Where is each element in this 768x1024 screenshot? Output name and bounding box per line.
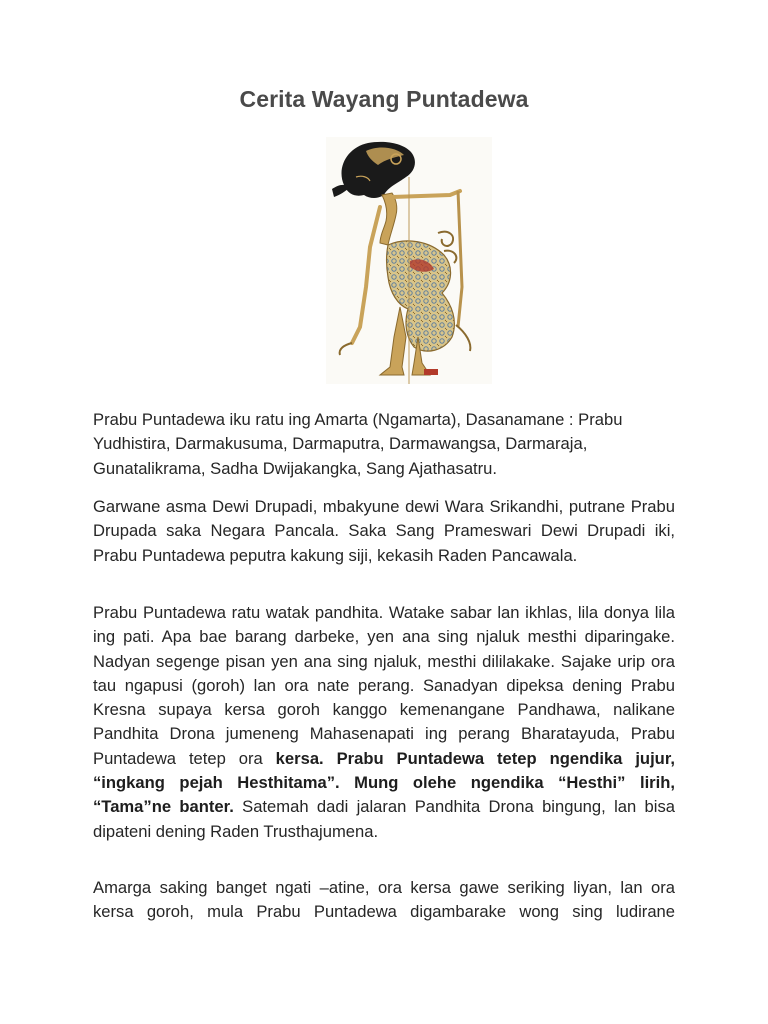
paragraph-3 [93,601,675,844]
paragraph-4: Amarga saking banget ngati –atine, ora kersa gawe seriking liyan, lan ora kersa goroh, mula Prabu Puntadewa digambarake wong sing ludirane [93,878,675,922]
document-title: Cerita Wayang Puntadewa [239,86,529,112]
paragraph-3-text-b: Satemah dadi jalaran Pandhita Drona bingung, lan bisa dipateni dening Raden Trusthajumena. [93,797,675,841]
paragraph-3-text-a: Prabu Puntadewa ratu watak pandhita. Watake sabar lan ikhlas, lila donya lila ing pati. Apa bae barang darbeke, yen ana sing njaluk mesthi diparingake. Nadyan segenge pisan yen ana sing njaluk, mesthi dililakake. Sajake urip ora tau ngapusi (goroh) lan ora nate perang. Sanadyan dipeksa dening Prabu Kresna supaya kersa goroh kanggo kemenangane Pandhawa, nalikane Pandhita Drona jumeneng Mahasenapati ing perang Bharatayuda, Prabu Puntadewa tetep ora [93,603,675,768]
paragraph-1: Prabu Puntadewa iku ratu ing Amarta (Ngamarta), Dasanamane : Prabu Yudhistira, Darmakusuma, Darmaputra, Darmawangsa, Darmaraja, Gunatalikrama, Sadha Dwijakangka, Sang Ajathasatru. [93,410,623,478]
wayang-puppet-image [326,137,492,384]
paragraph-2: Garwane asma Dewi Drupadi, mbakyune dewi Wara Srikandhi, putrane Prabu Drupada saka Negara Pancala. Saka Sang Prameswari Dewi Drupadi iki, Prabu Puntadewa peputra kakung siji, kekasih Raden Pancawala. [93,497,675,565]
paragraph-3-bold-quote: kersa. Prabu Puntadewa tetep ngendika jujur, “ingkang pejah Hesthitama”. Mung olehe ngendika “Hesthi” lirih, “Tama”ne banter. [93,748,675,817]
wayang-puppet-icon [326,137,492,384]
